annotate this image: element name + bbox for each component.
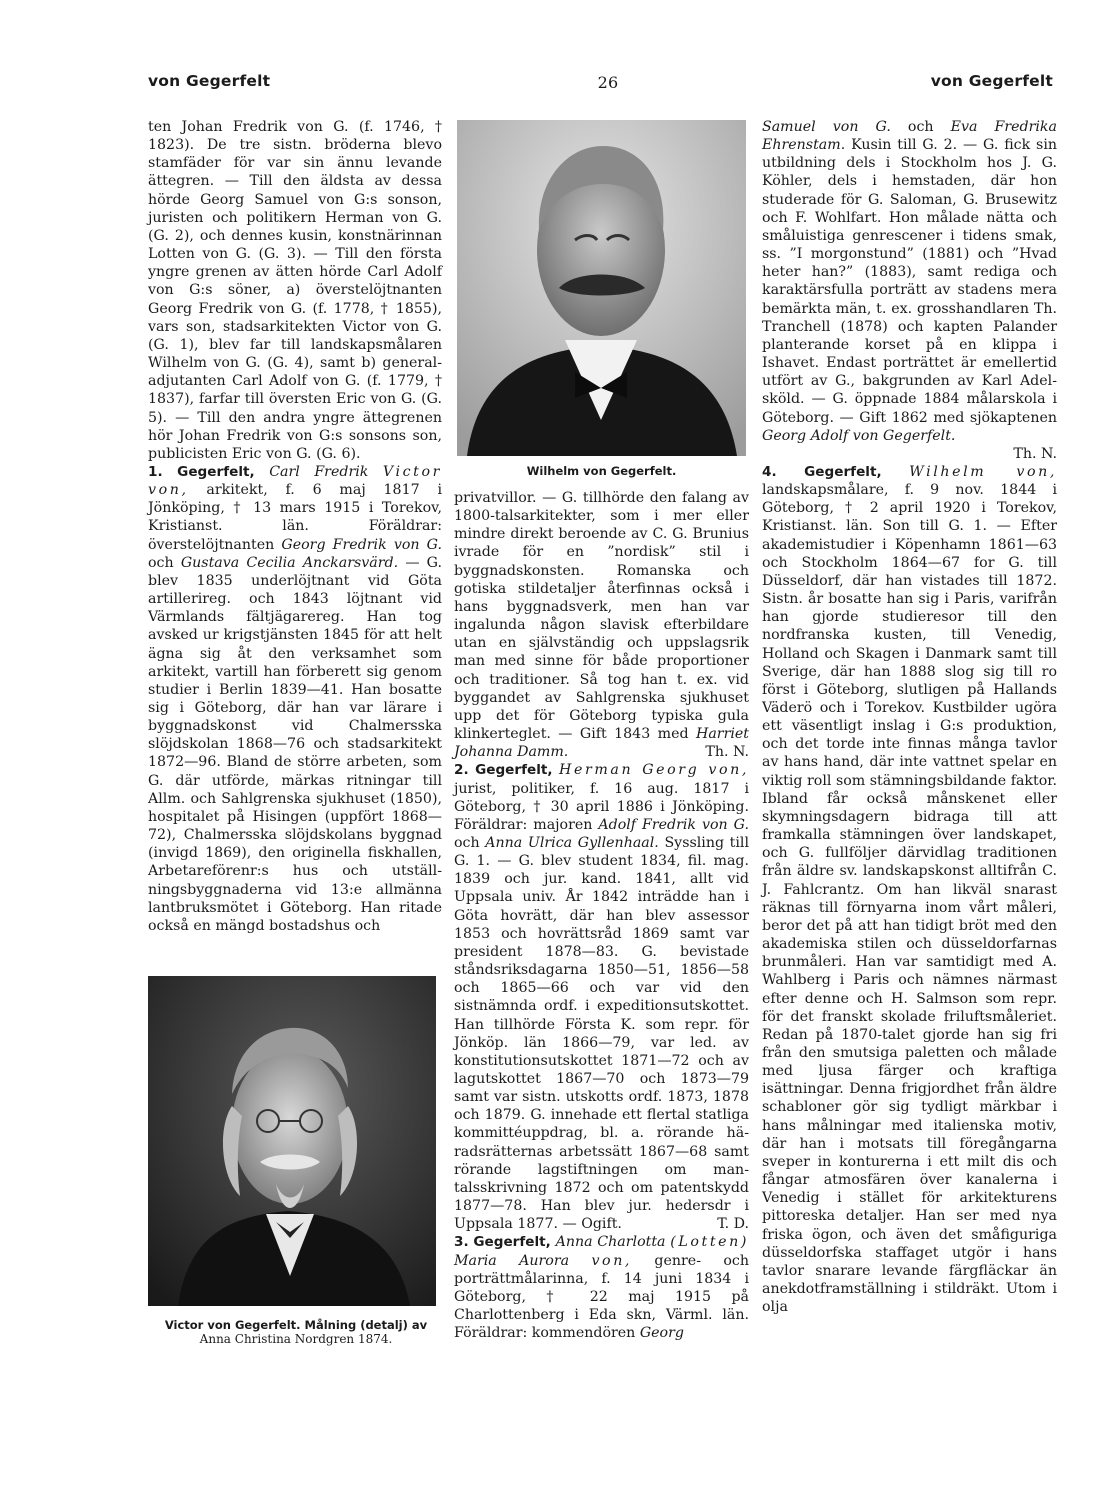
running-header-left: von Gegerfelt [148,72,271,90]
entry-2-text-b: Syssling till G. 1. — G. blev student 1834, fil. mag. 1839 och jur. kand. 1841, allt vid Uppsala univ. År 1842 inträdde han i Göta hovrätt, där han blev assessor 1853 och hovrättsråd 1869 samt var president 1878—83. G. bevistade ståndsriksdagarna 1850—51, 1856—58 och 1865—66 och var vid den sistnämnda ordf. i expeditionsutskottet. Han tillhörde Första K. som repr. för Jönköp. län 1866—79, var led. av konstitutionsutskottet 1871—72 och av lagutskottet 1867—70 och 1873—79 samt var sistn. utskotts ordf. 1873, 1878 och 1879. G. innehade ett flertal statliga kommittéuppdrag, bl. a. rörande häradsrätternas arbetssätt 1867—68 samt rörande lagstiftningen om mantalsskrivning 1872 och om patentskydd 1877—78. Han blev jur. hedersdr i Uppsala 1877. — Ogift. [454,834,749,1233]
caption-wilhelm: Wilhelm von Gegerfelt. [526,464,677,478]
entry-2-signature: T. D. [717,1216,749,1233]
entry-3-parent-father-part: Georg [639,1325,684,1342]
entry-1-called-name: Victor von, [148,463,443,499]
entry-1-signature: Th. N. [705,744,749,761]
entry-1-given-names: Carl Fredrik [269,463,369,480]
running-header-right: von Gegerfelt [930,72,1053,90]
portrait-photo-wilhelm [457,120,746,456]
entry-3-surname: Gegerfelt, [473,1234,551,1251]
entry-4-paragraph [762,463,1057,1316]
entry-3-called-name: (Lotten) [670,1234,749,1251]
entry-3-parent-mother: Eva Fredrika Ehrenstam. [762,119,1057,154]
entry-3-continued-paragraph [762,118,1057,463]
entry-4-given-names: Wilhelm von, [909,463,1057,480]
entry-1-number: 1. [148,463,163,480]
entry-1-parent-mother: Gustava Cecilia Anckarsvärd. [180,554,399,571]
entry-1-text-b: — G. blev 1835 underlöjtnant vid Göta artillerireg. och 1843 löjtnant vid Värmlands fältjägarereg. Han tog avsked ur krigstjänsten 1845 för att helt ägna sig åt den verksamhet som arkitekt, vartill han förberett sig genom studier i Berlin 1839—41. Han bosatte sig i Göteborg, där han var lärare i byggnadskonst vid Chalmersska slöjdskolan 1868—76 och stadsarkitekt 1872—96. Bland de större arbeten, som G. där utförde, märkas ritningar till Allm. och Sahlgrenska sjukhuset (1850), hospitalet på Hisingen (uppfört 1868—72), Chalmersska slöjdskolans byggnad (invigd 1869), den originella fiskhallen, Arbetareförenr:s hus och utställningsbyggnaderna vid 13:e allmänna lantbruksmötet i Göteborg. Han ritade också en mängd bostadshus och [148,554,443,934]
entry-3-number: 3. [454,1234,469,1251]
entry-3-von: von, [591,1252,633,1269]
entry-3-husband: Georg Adolf von Gegerfelt. [762,427,956,444]
entry-1-surname: Gegerfelt, [177,463,255,480]
entry-3-parent-father-rest: Samuel von G. [762,119,891,135]
entry-2-number: 2. [454,762,469,779]
entry-3-paragraph [454,1233,749,1342]
entry-3-text: Kusin till G. 2. — G. fick sin utbildning dels i Stockholm hos J. G. Köhler, dels i hemstaden, där hon studerade för G. Saloman, G. Brusewitz och F. Wohlfart. Hon målade nätta och småluistiga genrescener i tidens smak, ss. ”I morgonstund” (1881) och ”Hvad heter han?” (1883), samt rediga och karaktärsfulla porträtt av stadens mera bemärkta män, t. ex. grosshandlaren Th. Tranchell (1878) och kapten Palander planterande korset på en klippa i Ishavet. Endast porträttet är emellertid utfört av G., bakgrunden av Karl Adelsköld. — G. öppnade 1884 målarskola i Göteborg. — Gift 1862 med sjökaptenen [762,137,1057,426]
entry-2-and: och [454,834,480,851]
entry-3-text-a: genre- och porträttmålarinna, f. 14 juni 1834 i Göteborg, † 22 maj 1915 på Charlottenberg i Eda skn, Värml. län. Föräldrar: kommendören [454,1252,749,1342]
entry-1-continued-text: privatvillor. — G. tillhörde den falang av 1800-talsarkitekter, som i mer eller mindre direkt beroende av C. G. Brunius ivrade för en ”nordisk” stil i byggnadskonsten. Romanska och gotiska stildetaljer återfinnas också i hans byggnadsverk, men han var ingalunda någon slavisk efterbildare utan en självständig och uppslagsrik man med sinne för både proportioner och traditioner. Så tog han t. ex. vid byggandet av Sahlgrenska sjukhuset upp det för Göteborg typiska gula klinkerteglet. — Gift 1843 med [454,490,749,743]
caption-victor-line-2: Anna Christina Nordgren 1874. [199,1332,393,1346]
entry-3-given-names-2: Maria Aurora [454,1252,570,1269]
text-column-2 [454,489,749,1342]
entry-3-and: och [907,119,934,135]
entry-4-surname: Gegerfelt, [804,463,882,480]
text-column-3 [762,118,1057,1316]
portrait-painting-victor [148,976,436,1306]
painting-illustration [148,976,436,1306]
caption-victor-line-1: Victor von Gegerfelt. Målning (detalj) av [164,1318,428,1332]
family-intro-paragraph: ten Johan Fredrik von G. (f. 1746, † 1823). De tre sistn. bröderna blevo stamfäder för var sin ännu levande ättegren. — Till den äldsta av dessa hörde Georg Samuel von G:s sonson, juristen och politikern Herman von G. (G. 2), och dennes kusin, konstnärinnan Lotten von G. (G. 3). — Till den första yngre grenen av ätten hörde Carl Adolf von G:s söner, a) överstelöjtnanten Georg Fredrik von G. (f. 1778, † 1855), vars son, stadsarkitekten Victor von G. (G. 1), blev far till landskapsmålaren Wilhelm von G. (G. 4), samt b) generaladjutanten Carl Adolf von G. (f. 1779, † 1837), farfar till översten Eric von G. (G. 5). — Till den andra yngre ättegrenen hör Johan Fredrik von G:s sonsons son, publicisten Eric von G. (G. 6). [148,119,442,462]
entry-2-parent-father: Adolf Fredrik von G. [598,816,749,833]
text-column-1 [148,118,442,935]
page-number: 26 [597,73,619,92]
entry-2-paragraph [454,761,749,1233]
photo-illustration [457,120,746,456]
entry-4-text: landskapsmålare, f. 9 nov. 1844 i Göteborg, † 2 april 1920 i Torekov, Kristianst. län. Son till G. 1. — Efter akademistudier i Köpenhamn 1861—63 och Stockholm 1864—67 for G. till Düsseldorf, där han vistades till 1872. Sistn. år bosatte han sig i Paris, varifrån han gjorde studieresor till den nordfranska kusten, till Venedig, Holland och Skagen i Danmark samt till Sverige, där han 1888 slog sig till ro först i Göteborg, slutligen på Hallands Väderö och i Torekov. Kustbilder ugöra ett väsentligt inslag i G:s produktion, och det torde inte finnas många tavlor av hans hand, där inte vattnet spelar en viktig roll som stämningsbildande faktor. Ibland får också månskenet eller skymningsdagern bidraga till att framkalla stämningen över landskapet, och G. fullföljer därvidlag traditionen från äldre sv. landskapskonst alltifrån C. J. Fahlcrantz. Om han likväl snarast räknas till förnyarna inom vårt måleri, beror det på att han tidigt bröt med den akademiska stilen och düsseldorfarnas brunmåleri. Han var samtidigt med A. Wahlberg i Paris och nämnes närmast efter denne och H. Salmson som repr. för det franskt skolade friluftsmåleriet. Redan på 1870-talet gjorde han sig fri från den smutsiga paletten och målade med ljusa färger och kraftiga isättningar. Denna frigjordhet från äldre schabloner gör sig tydligt märkbar i hans målningar med italienska motiv, där han i motsats till föregångarna sveper in konturerna i ett milt dis och fångar atmosfären över kanalerna i Venedig i stället för arkitekturens pittoreska detaljer. Han ser med nya friska ögon, och även det småfiguriga düsseldorfska staffaget utgör i hans tavlor snarare levande färgfläckar än anekdotframställning i stildräkt. Utom i olja [762,482,1057,1316]
entry-2-surname: Gegerfelt, [475,762,553,779]
entry-1-and: och [148,554,174,571]
entry-1-text-a: arkitekt, f. 6 maj 1817 i Jönköping, † 13 mars 1915 i Torekov, Kristianst. län. Föräldrar: överstelöjtnanten [148,482,442,553]
entry-4-number: 4. [762,463,777,480]
entry-2-parent-mother: Anna Ulrica Gyllenhaal. [485,834,659,851]
entry-3-signature: Th. N. [1013,445,1057,462]
entry-3-given-names: Anna Charlotta [555,1234,666,1251]
entry-1-wife: Harriet Johanna Damm. [454,726,749,761]
entry-1-parent-father: Georg Fredrik von G. [281,536,442,553]
entry-2-text-a: jurist, politiker, f. 16 aug. 1817 i Göteborg, † 30 april 1886 i Jönköping. Föräldrar: majoren [454,780,749,833]
entry-2-given-names: Herman Georg von, [559,762,749,779]
entry-1-continued-paragraph [454,489,749,761]
entry-1-paragraph [148,463,442,935]
caption-victor [148,1318,444,1346]
